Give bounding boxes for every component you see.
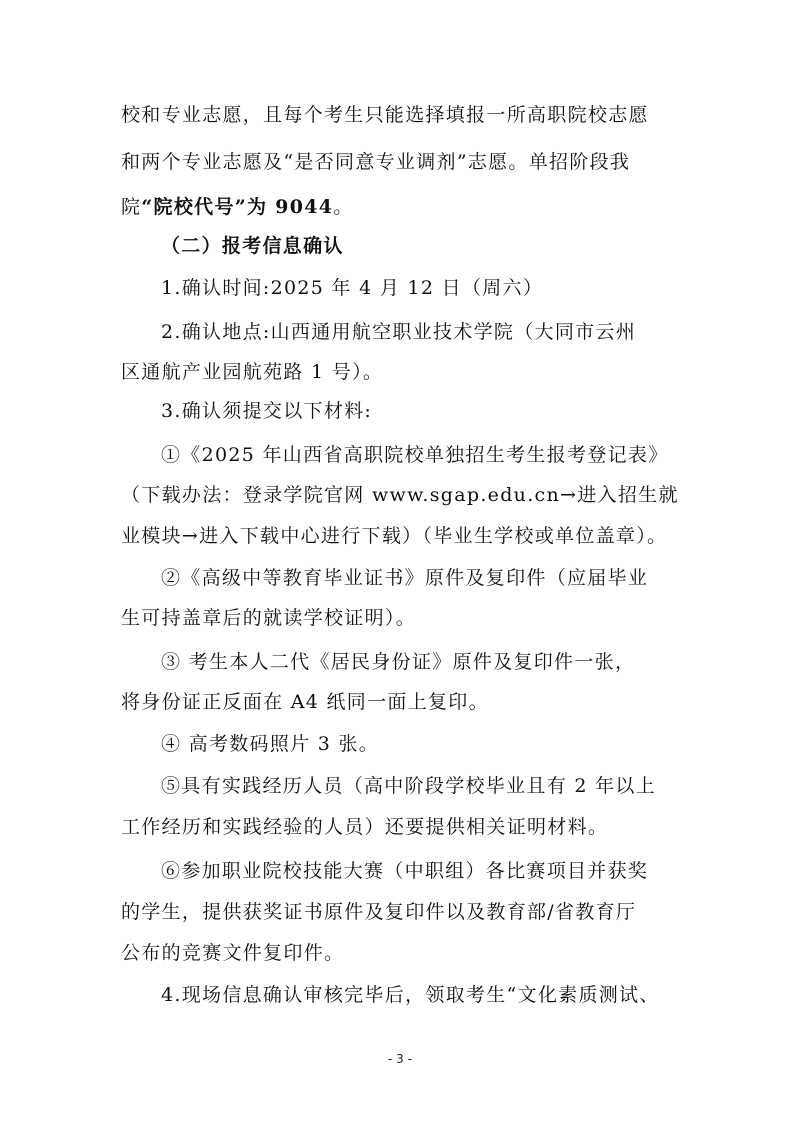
text-line bbox=[161, 983, 721, 1007]
text-line bbox=[121, 150, 681, 174]
line-text: 的学生，提供获奖证书原件及复印件以及教育部/省教育厅 bbox=[121, 901, 637, 923]
line-text: 2.确认地点:山西通用航空职业技术学院（大同市云州 bbox=[161, 321, 637, 343]
line-text: ⑥参加职业院校技能大赛（中职组）各比赛项目并获奖 bbox=[161, 860, 649, 882]
text-line bbox=[121, 815, 681, 839]
line-text: 公布的竞赛文件复印件。 bbox=[121, 942, 345, 964]
text-line bbox=[121, 606, 681, 630]
line-text: 3.确认须提交以下材料: bbox=[161, 400, 373, 422]
line-text: ③ 考生本人二代《居民身份证》原件及复印件一张， bbox=[161, 651, 636, 673]
line-text: 校和专业志愿，且每个考生只能选择填报一所高职院校志愿 bbox=[121, 104, 649, 126]
section-heading bbox=[161, 234, 721, 258]
school-code-text: “院校代号”为 9044 bbox=[141, 196, 334, 218]
line-text: 将身份证正反面在 A4 纸同一面上复印。 bbox=[121, 691, 489, 713]
line-text: 院 bbox=[121, 196, 142, 218]
line-text: 工作经历和实践经验的人员）还要提供相关证明材料。 bbox=[121, 816, 609, 838]
line-text: （下载办法：登录学院官网 www.sgap.edu.cn→进入招生就 bbox=[121, 484, 679, 506]
text-line bbox=[121, 690, 681, 714]
text-line bbox=[121, 360, 681, 384]
text-line bbox=[161, 859, 721, 883]
text-line bbox=[161, 443, 721, 467]
heading-text: （二）报考信息确认 bbox=[161, 235, 344, 257]
text-line bbox=[121, 195, 681, 219]
line-text: 和两个专业志愿及“是否同意专业调剂”志愿。单招阶段我 bbox=[121, 151, 631, 173]
line-text: ④ 高考数码照片 3 张。 bbox=[161, 733, 380, 755]
text-line bbox=[121, 941, 681, 965]
line-text: 业模块→进入下载中心进行下载）（毕业生学校或单位盖章）。 bbox=[121, 525, 668, 547]
line-text: 4.现场信息确认审核完毕后，领取考生“文化素质测试、 bbox=[161, 984, 660, 1006]
text-line bbox=[161, 774, 721, 798]
page-number: - 3 - bbox=[388, 1052, 412, 1066]
line-text: 。 bbox=[333, 196, 354, 218]
line-text: ①《2025 年山西省高职院校单独招生考生报考登记表》 bbox=[161, 444, 669, 466]
text-line bbox=[161, 399, 721, 423]
text-line bbox=[161, 566, 721, 590]
text-line bbox=[121, 524, 681, 548]
text-line bbox=[121, 103, 681, 127]
text-line bbox=[161, 732, 721, 756]
text-line bbox=[121, 900, 681, 924]
text-line bbox=[161, 276, 721, 300]
text-line bbox=[161, 650, 721, 674]
line-text: ⑤具有实践经历人员（高中阶段学校毕业且有 2 年以上 bbox=[161, 775, 656, 797]
line-text: 区通航产业园航苑路 1 号）。 bbox=[121, 361, 384, 383]
text-line bbox=[161, 320, 721, 344]
line-text: 生可持盖章后的就读学校证明）。 bbox=[121, 607, 417, 629]
line-text: ②《高级中等教育毕业证书》原件及复印件（应届毕业 bbox=[161, 567, 649, 589]
line-text: 1.确认时间:2025 年 4 月 12 日（周六） bbox=[161, 277, 544, 299]
text-line bbox=[121, 483, 681, 507]
